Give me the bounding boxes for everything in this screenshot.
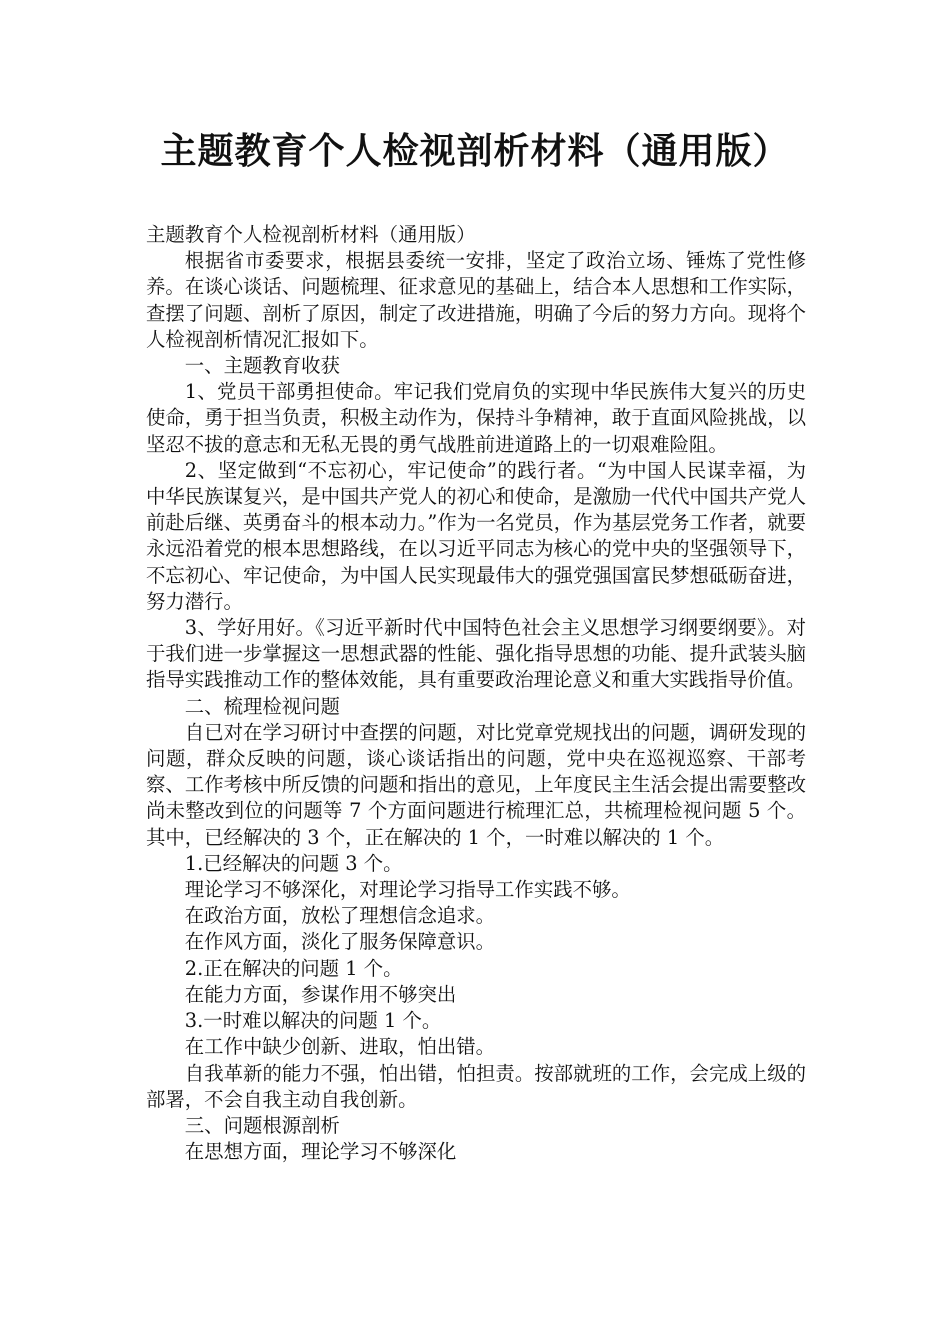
document-paragraph: 理论学习不够深化，对理论学习指导工作实践不够。 [184,878,631,902]
document-paragraph: 在作风方面，淡化了服务保障意识。 [184,930,496,954]
document-paragraph: 1.已经解决的问题 3 个。 [184,851,403,875]
document-paragraph: 根据省市委要求，根据县委统一安排，坚定了政治立场、锤炼了党性修养。在谈心谈话、问题梳理、征求意见的基础上，结合本人思想和工作实际，查摆了问题、剖析了原因，制定了改进措施，明确了今后的努力方向。现将个人检视剖析情况汇报如下。 [146,249,806,351]
document-paragraph: 一、主题教育收获 [184,354,340,378]
document-paragraph: 3、学好用好。《习近平新时代中国特色社会主义思想学习纲要纲要》。对于我们进一步掌握这一思想武器的性能、强化指导思想的功能、提升武装头脑指导实践推动工作的整体效能，具有重要政治理论意义和重大实践指导价值。 [146,616,806,692]
document-paragraph: 2、坚定做到“不忘初心，牢记使命”的践行者。“为中国人民谋幸福，为中华民族谋复兴，是中国共产党人的初心和使命，是激励一代代中国共产党人前赴后继、英勇奋斗的根本动力。”作为一名党员，作为基层党务工作者，就要永远沿着党的根本思想路线，在以习近平同志为核心的党中央的坚强领导下，不忘初心、牢记使命，为中国人民实现最伟大的强党强国富民梦想砥砺奋进，努力潜行。 [146,458,806,613]
document-paragraph: 1、党员干部勇担使命。牢记我们党肩负的实现中华民族伟大复兴的历史使命，勇于担当负责，积极主动作为，保持斗争精神，敢于直面风险挑战，以坚忍不拔的意志和无私无畏的勇气战胜前进道路上的一切艰难险阻。 [146,380,806,456]
document-paragraph: 自已对在学习研讨中查摆的问题，对比党章党规找出的问题，调研发现的问题，群众反映的问题，谈心谈话指出的问题，党中央在巡视巡察、干部考察、工作考核中所反馈的问题和指出的意见，上年度民主生活会提出需要整改尚未整改到位的问题等 7 个方面问题进行梳理汇总，共梳理检视问题 5 个。其中，已经解决的 3 个，正在解决的 1 个，一时难以解决的 1 个。 [146,720,806,849]
document-paragraph: 二、梳理检视问题 [184,694,340,718]
document-paragraph: 自我革新的能力不强，怕出错，怕担责。按部就班的工作，会完成上级的部署，不会自我主动自我创新。 [146,1061,806,1111]
document-paragraph: 在能力方面，参谋作用不够突出 [184,982,457,1006]
document-paragraph: 在思想方面，理论学习不够深化 [184,1140,457,1164]
document-paragraph: 在政治方面，放松了理想信念追求。 [184,904,496,928]
document-paragraph: 2.正在解决的问题 1 个。 [184,956,403,980]
document-paragraph: 3.一时难以解决的问题 1 个。 [184,1009,442,1033]
document-subtitle: 主题教育个人检视剖析材料（通用版） [146,223,476,246]
document-body [146,222,806,1165]
document-paragraph: 三、问题根源剖析 [184,1113,340,1137]
document-paragraph: 在工作中缺少创新、进取，怕出错。 [184,1035,496,1059]
document-title: 主题教育个人检视剖析材料（通用版） [160,131,790,172]
